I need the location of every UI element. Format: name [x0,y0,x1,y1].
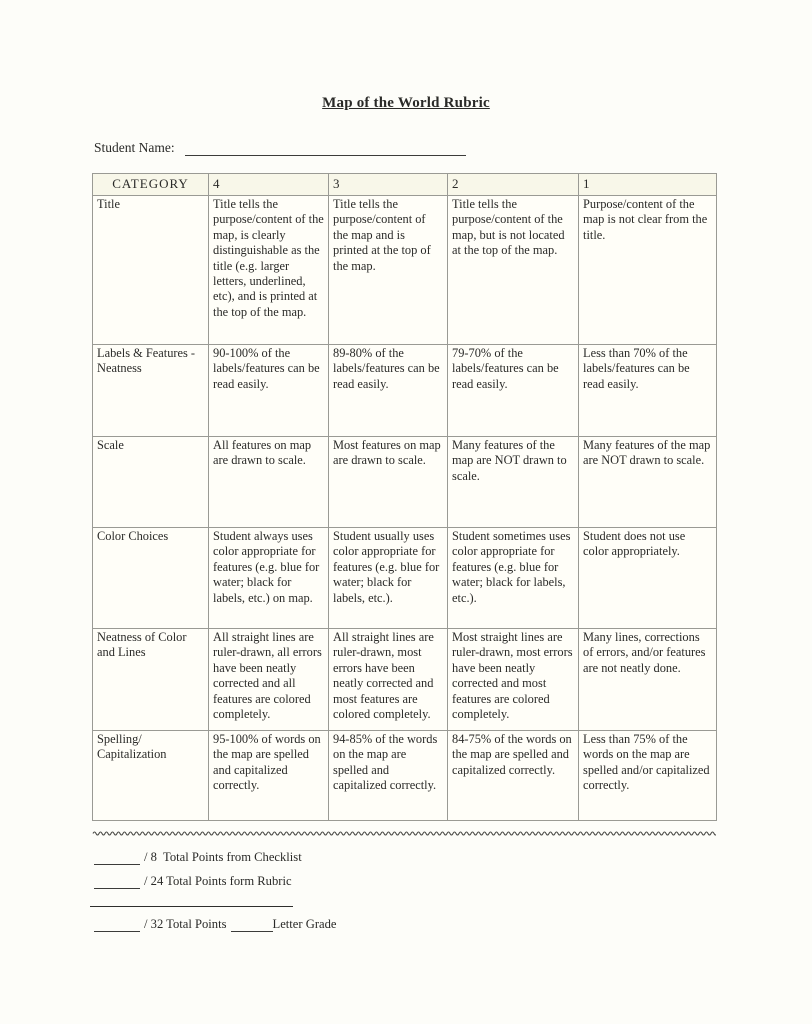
rubric-cell: All straight lines are ruler-drawn, all errors have been neatly corrected and all features are colored completely. [209,629,329,731]
rubric-cell: Most features on map are drawn to scale. [329,437,448,528]
table-row-neatness [93,629,717,731]
table-row-labels-features [93,345,717,437]
rubric-cell: 79-70% of the labels/features can be read easily. [448,345,579,437]
rubric-cell: 90-100% of the labels/features can be read easily. [209,345,329,437]
total-score-blank [94,918,140,932]
rubric-total-row [94,872,812,889]
checklist-total-row [94,848,812,865]
rubric-cell: Student usually uses color appropriate for features (e.g. blue for water; black for labels, etc.). [329,528,448,629]
rubric-cell: Less than 70% of the labels/features can be read easily. [579,345,717,437]
rubric-cell: Title tells the purpose/content of the map and is printed at the top of the map. [329,196,448,345]
rubric-cell: Student always uses color appropriate for features (e.g. blue for water; black for labels, etc.) on map. [209,528,329,629]
rubric-table [92,173,717,821]
letter-grade-blank [231,918,273,932]
student-name-row [94,140,812,156]
letter-grade-label: Letter Grade [272,917,337,931]
category-cell: Labels & Features - Neatness [93,345,209,437]
total-points-label: / 32 Total Points [144,917,227,931]
category-cell: Title [93,196,209,345]
rubric-cell: Purpose/content of the map is not clear from the title. [579,196,717,345]
header-category: CATEGORY [93,174,209,196]
header-level-3: 3 [329,174,448,196]
student-name-blank [185,141,466,156]
category-cell: Color Choices [93,528,209,629]
wavy-divider [92,829,716,838]
table-row-color-choices [93,528,717,629]
rubric-cell: Student does not use color appropriately. [579,528,717,629]
page-title: Map of the World Rubric [322,95,490,111]
wavy-divider-path [93,832,716,835]
category-cell: Scale [93,437,209,528]
rubric-cell: Many features of the map are NOT drawn to scale. [448,437,579,528]
rubric-cell: 94-85% of the words on the map are spelled and capitalized correctly. [329,731,448,821]
rubric-cell: Many lines, corrections of errors, and/or features are not neatly done. [579,629,717,731]
rubric-cell: 84-75% of the words on the map are spelled and capitalized correctly. [448,731,579,821]
rubric-cell: 89-80% of the labels/features can be read easily. [329,345,448,437]
rubric-cell: Title tells the purpose/content of the map, but is not located at the top of the map. [448,196,579,345]
checklist-score-blank [94,851,140,865]
sum-divider-line [90,906,293,907]
table-row-spelling [93,731,717,821]
rubric-score-blank [94,875,140,889]
rubric-total-label: / 24 Total Points form Rubric [144,874,292,888]
student-name-label: Student Name: [94,140,175,155]
rubric-cell: All straight lines are ruler-drawn, most errors have been neatly corrected and most features are colored completely. [329,629,448,731]
rubric-cell: Many features of the map are NOT drawn to scale. [579,437,717,528]
header-level-1: 1 [579,174,717,196]
rubric-cell: 95-100% of words on the map are spelled and capitalized correctly. [209,731,329,821]
rubric-cell: Student sometimes uses color appropriate for features (e.g. blue for water; black for labels, etc.). [448,528,579,629]
grade-section [94,915,812,932]
rubric-cell: Title tells the purpose/content of the map, is clearly distinguishable as the title (e.g. larger letters, underlined, etc), and is printed at the top of the map. [209,196,329,345]
rubric-cell: Less than 75% of the words on the map are spelled and/or capitalized correctly. [579,731,717,821]
header-level-4: 4 [209,174,329,196]
total-points-row [94,915,812,932]
table-row-scale [93,437,717,528]
rubric-cell: All features on map are drawn to scale. [209,437,329,528]
rubric-cell: Most straight lines are ruler-drawn, most errors have been neatly corrected and most features are colored completely. [448,629,579,731]
category-cell: Neatness of Color and Lines [93,629,209,731]
header-row [93,174,717,196]
table-row-title [93,196,717,345]
category-cell: Spelling/ Capitalization [93,731,209,821]
totals-section [94,848,812,889]
header-level-2: 2 [448,174,579,196]
checklist-total-label: / 8 Total Points from Checklist [144,850,302,864]
